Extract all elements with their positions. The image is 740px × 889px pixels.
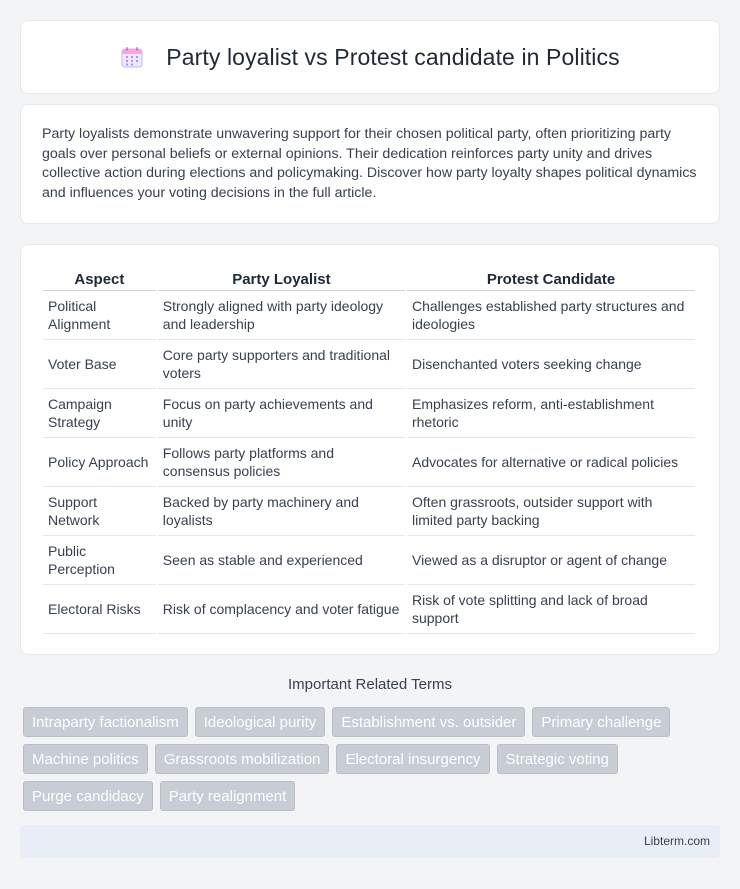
table-cell-aspect: Voter Base (43, 340, 156, 389)
related-term-tag[interactable]: Ideological purity (195, 707, 326, 737)
table-row (43, 389, 695, 438)
comparison-table-card (20, 244, 720, 655)
table-cell-aspect: Support Network (43, 487, 156, 536)
table-cell-protest-candidate: Disenchanted voters seeking change (407, 340, 695, 389)
table-cell-aspect: Campaign Strategy (43, 389, 156, 438)
footer (20, 825, 720, 858)
table-cell-party-loyalist: Seen as stable and experienced (158, 536, 405, 585)
table-cell-party-loyalist: Backed by party machinery and loyalists (158, 487, 405, 536)
table-row (43, 291, 695, 340)
related-terms-list (23, 707, 723, 811)
related-term-tag[interactable]: Strategic voting (497, 744, 618, 774)
related-term-tag[interactable]: Grassroots mobilization (155, 744, 330, 774)
table-cell-protest-candidate: Often grassroots, outsider support with limited party backing (407, 487, 695, 536)
table-cell-protest-candidate: Advocates for alternative or radical policies (407, 438, 695, 487)
table-cell-aspect: Electoral Risks (43, 585, 156, 634)
related-term-tag[interactable]: Purge candidacy (23, 781, 153, 811)
table-row (43, 340, 695, 389)
column-header-aspect: Aspect (43, 265, 156, 291)
related-term-tag[interactable]: Machine politics (23, 744, 148, 774)
table-cell-aspect: Policy Approach (43, 438, 156, 487)
related-term-tag[interactable]: Intraparty factionalism (23, 707, 188, 737)
table-cell-party-loyalist: Follows party platforms and consensus policies (158, 438, 405, 487)
table-cell-aspect: Public Perception (43, 536, 156, 585)
related-term-tag[interactable]: Primary challenge (532, 707, 670, 737)
table-row (43, 487, 695, 536)
table-cell-party-loyalist: Focus on party achievements and unity (158, 389, 405, 438)
related-term-tag[interactable]: Party realignment (160, 781, 296, 811)
table-header-row (43, 265, 695, 291)
table-row (43, 585, 695, 634)
intro-card (20, 104, 720, 224)
table-cell-party-loyalist: Core party supporters and traditional voters (158, 340, 405, 389)
related-term-tag[interactable]: Establishment vs. outsider (332, 707, 525, 737)
footer-site-link[interactable]: Libterm.com (643, 834, 710, 848)
column-header-protest-candidate: Protest Candidate (407, 265, 695, 291)
related-terms-title: Important Related Terms (288, 676, 452, 693)
table-cell-protest-candidate: Viewed as a disruptor or agent of change (407, 536, 695, 585)
calendar-icon (120, 45, 144, 69)
table-cell-protest-candidate: Challenges established party structures and ideologies (407, 291, 695, 340)
table-row (43, 438, 695, 487)
related-term-tag[interactable]: Electoral insurgency (336, 744, 489, 774)
table-cell-aspect: Political Alignment (43, 291, 156, 340)
table-cell-party-loyalist: Risk of complacency and voter fatigue (158, 585, 405, 634)
column-header-party-loyalist: Party Loyalist (158, 265, 405, 291)
page-title: Party loyalist vs Protest candidate in Politics (166, 43, 620, 70)
table-cell-party-loyalist: Strongly aligned with party ideology and leadership (158, 291, 405, 340)
table-cell-protest-candidate: Risk of vote splitting and lack of broad support (407, 585, 695, 634)
table-cell-protest-candidate: Emphasizes reform, anti-establishment rhetoric (407, 389, 695, 438)
header-card (20, 20, 720, 94)
table-row (43, 536, 695, 585)
intro-text: Party loyalists demonstrate unwavering support for their chosen political party, often prioritizing party goals over personal beliefs or external opinions. Their dedication reinforces party unity and drives collective action during elections and policymaking. Discover how party loyalty shapes political dynamics and influences your voting decisions in the full article. (42, 126, 697, 201)
comparison-table (41, 265, 697, 634)
